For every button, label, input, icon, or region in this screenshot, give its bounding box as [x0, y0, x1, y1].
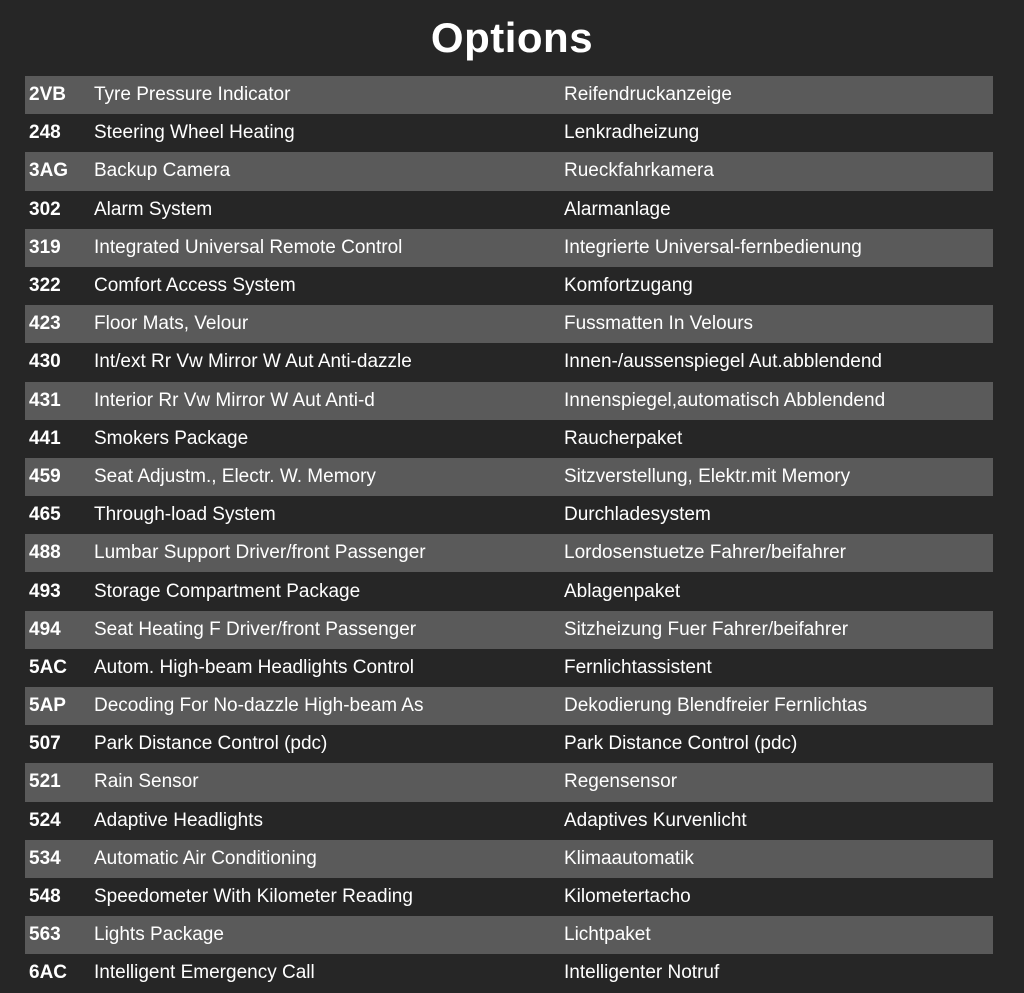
- option-code: 521: [29, 771, 61, 793]
- option-name-english: Lumbar Support Driver/front Passenger: [94, 542, 426, 564]
- option-row: [25, 687, 993, 725]
- option-code: 524: [29, 809, 61, 831]
- option-name-german: Alarmanlage: [564, 198, 671, 220]
- option-code: 302: [29, 198, 61, 220]
- option-code: 465: [29, 504, 61, 526]
- option-name-english: Lights Package: [94, 924, 224, 946]
- option-row: [25, 191, 993, 229]
- option-code: 2VB: [29, 84, 66, 106]
- option-name-english: Steering Wheel Heating: [94, 122, 295, 144]
- option-name-german: Lichtpaket: [564, 924, 651, 946]
- option-code: 5AP: [29, 695, 66, 717]
- option-code: 494: [29, 618, 61, 640]
- option-row: [25, 916, 993, 954]
- option-code: 507: [29, 733, 61, 755]
- option-row: [25, 458, 993, 496]
- option-name-english: Alarm System: [94, 198, 213, 220]
- option-row: [25, 229, 993, 267]
- option-name-german: Fussmatten In Velours: [564, 313, 754, 335]
- option-name-english: Interior Rr Vw Mirror W Aut Anti-d: [94, 389, 375, 411]
- option-name-english: Comfort Access System: [94, 275, 296, 297]
- option-row: [25, 802, 993, 840]
- option-code: 5AC: [29, 656, 68, 678]
- option-row: [25, 572, 993, 610]
- option-code: 548: [29, 886, 61, 908]
- option-name-english: Floor Mats, Velour: [94, 313, 249, 335]
- option-code: 534: [29, 847, 61, 869]
- option-code: 6AC: [29, 962, 68, 984]
- option-name-german: Lordosenstuetze Fahrer/beifahrer: [564, 542, 846, 564]
- option-row: [25, 305, 993, 343]
- option-name-english: Storage Compartment Package: [94, 580, 361, 602]
- option-name-german: Sitzverstellung, Elektr.mit Memory: [564, 465, 851, 487]
- option-code: 459: [29, 465, 61, 487]
- option-name-german: Park Distance Control (pdc): [564, 733, 798, 755]
- option-name-english: Tyre Pressure Indicator: [94, 84, 291, 106]
- option-name-german: Dekodierung Blendfreier Fernlichtas: [564, 695, 868, 717]
- option-name-german: Kilometertacho: [564, 886, 691, 908]
- option-name-german: Reifendruckanzeige: [564, 84, 732, 106]
- option-name-english: Integrated Universal Remote Control: [94, 236, 403, 258]
- option-row: [25, 763, 993, 801]
- option-name-english: Seat Heating F Driver/front Passenger: [94, 618, 417, 640]
- option-row: [25, 725, 993, 763]
- option-name-english: Smokers Package: [94, 427, 249, 449]
- option-code: 3AG: [29, 160, 69, 182]
- option-name-german: Adaptives Kurvenlicht: [564, 809, 747, 831]
- option-name-english: Int/ext Rr Vw Mirror W Aut Anti-dazzle: [94, 351, 412, 373]
- option-name-german: Innen-/aussenspiegel Aut.abblendend: [564, 351, 882, 373]
- option-name-german: Klimaautomatik: [564, 847, 694, 869]
- option-row: [25, 878, 993, 916]
- option-row: [25, 611, 993, 649]
- page-title: Options: [430, 14, 594, 61]
- option-name-english: Backup Camera: [94, 160, 231, 182]
- option-name-english: Rain Sensor: [94, 771, 199, 793]
- option-name-english: Decoding For No-dazzle High-beam As: [94, 695, 424, 717]
- option-row: [25, 76, 993, 114]
- option-code: 441: [29, 427, 61, 449]
- option-name-german: Rueckfahrkamera: [564, 160, 714, 182]
- option-row: [25, 954, 993, 992]
- options-table: [25, 76, 993, 993]
- option-code: 493: [29, 580, 61, 602]
- option-row: [25, 382, 993, 420]
- option-name-german: Durchladesystem: [564, 504, 711, 526]
- option-name-german: Ablagenpaket: [564, 580, 681, 602]
- option-name-english: Seat Adjustm., Electr. W. Memory: [94, 465, 376, 487]
- option-row: [25, 343, 993, 381]
- option-name-english: Automatic Air Conditioning: [94, 847, 317, 869]
- option-code: 430: [29, 351, 61, 373]
- option-code: 563: [29, 924, 61, 946]
- option-name-english: Intelligent Emergency Call: [94, 962, 315, 984]
- option-code: 322: [29, 275, 61, 297]
- option-name-german: Komfortzugang: [564, 275, 693, 297]
- option-code: 488: [29, 542, 61, 564]
- option-code: 248: [29, 122, 61, 144]
- option-row: [25, 267, 993, 305]
- option-code: 423: [29, 313, 61, 335]
- option-name-german: Lenkradheizung: [564, 122, 700, 144]
- option-row: [25, 420, 993, 458]
- option-name-english: Speedometer With Kilometer Reading: [94, 886, 413, 908]
- option-name-english: Park Distance Control (pdc): [94, 733, 328, 755]
- option-row: [25, 152, 993, 190]
- option-name-english: Autom. High-beam Headlights Control: [94, 656, 414, 678]
- option-code: 431: [29, 389, 61, 411]
- option-name-english: Through-load System: [94, 504, 276, 526]
- option-row: [25, 534, 993, 572]
- option-row: [25, 114, 993, 152]
- option-code: 319: [29, 236, 61, 258]
- option-name-german: Fernlichtassistent: [564, 656, 712, 678]
- option-name-german: Regensensor: [564, 771, 678, 793]
- option-row: [25, 649, 993, 687]
- option-row: [25, 496, 993, 534]
- option-name-english: Adaptive Headlights: [94, 809, 263, 831]
- option-name-german: Intelligenter Notruf: [564, 962, 720, 984]
- option-name-german: Raucherpaket: [564, 427, 683, 449]
- option-name-german: Integrierte Universal-fernbedienung: [564, 236, 862, 258]
- option-row: [25, 840, 993, 878]
- option-name-german: Sitzheizung Fuer Fahrer/beifahrer: [564, 618, 849, 640]
- option-name-german: Innenspiegel,automatisch Abblendend: [564, 389, 886, 411]
